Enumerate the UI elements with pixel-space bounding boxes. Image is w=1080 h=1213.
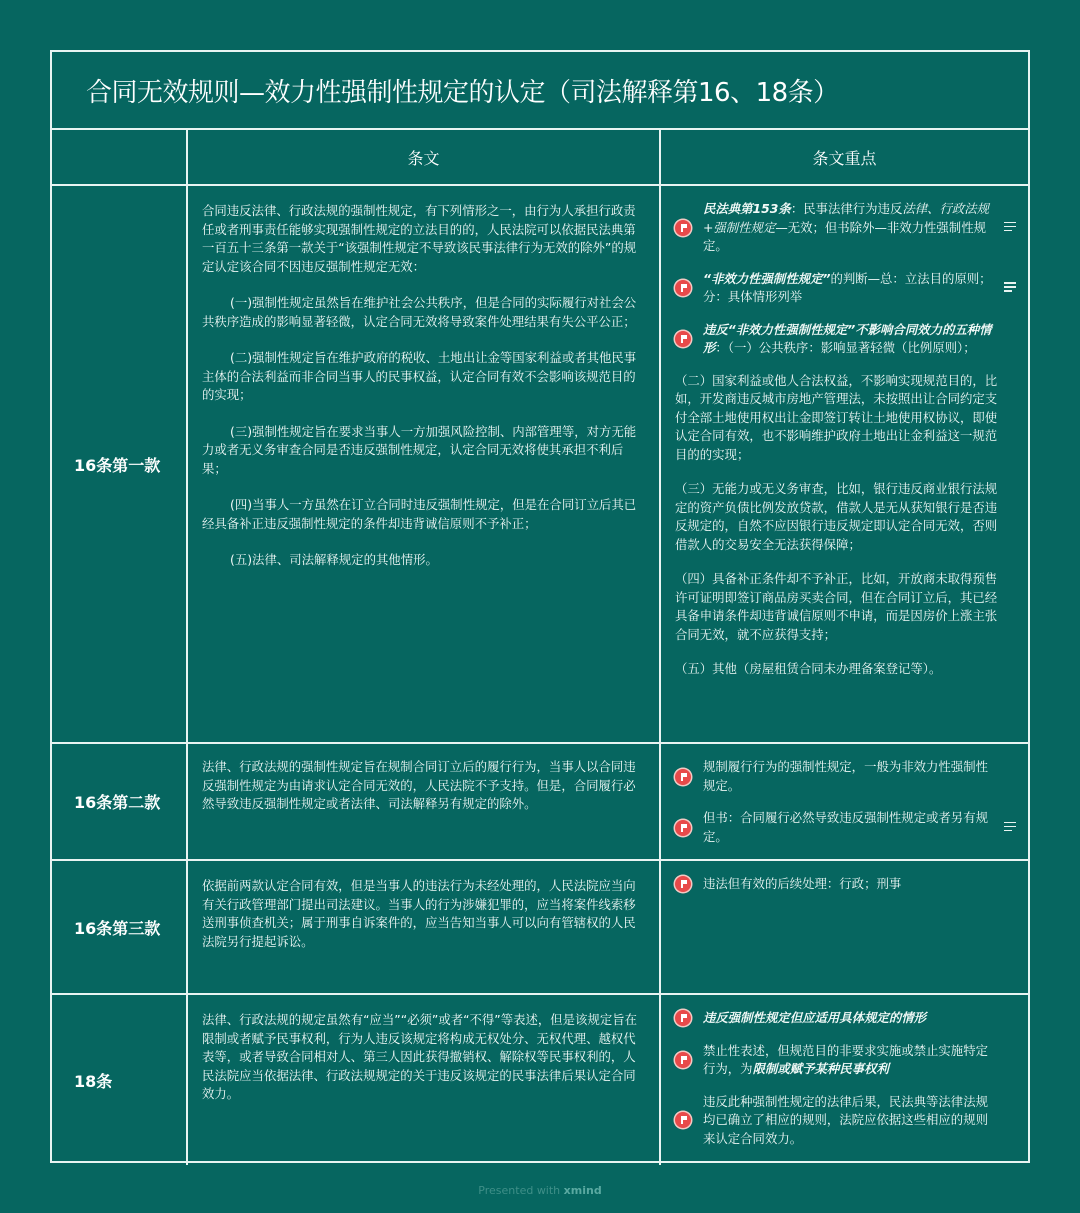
- flag-icon: [675, 1010, 691, 1026]
- table-row: [52, 744, 1028, 861]
- footer-credit: [0, 1184, 1080, 1197]
- law-paragraph: 合同违反法律、行政法规的强制性规定，有下列情形之一，由行为人承担行政责任或者刑事责任能够实现强制性规定的立法目的的，人民法院可以依据民法典第一百五十三条第一款关于“该强制性规定不导致该民事法律行为无效的除外”的规定认定该合同不因违反强制性规定无效：: [202, 203, 637, 274]
- key-point-bold: 限制或赋予某种民事权利: [752, 1061, 889, 1076]
- key-points-cell: [661, 744, 1028, 859]
- key-point-text: ：民事法律行为违反: [790, 201, 903, 216]
- key-point-text: 违法但有效的后续处理：行政；刑事: [703, 876, 902, 891]
- flag-icon: [675, 876, 691, 892]
- key-point-text: 的判断—总：立法目的原则；分：具体情形列举: [703, 270, 992, 304]
- flag-icon: [675, 769, 691, 785]
- law-text-cell: [188, 186, 661, 742]
- row-label: 16条第一款: [74, 455, 161, 475]
- table-frame: [50, 50, 1030, 1163]
- notes-icon[interactable]: [1004, 222, 1016, 234]
- header-col-label: [52, 130, 188, 184]
- key-point[interactable]: [673, 1009, 1020, 1028]
- header-col-law: 条文: [188, 130, 661, 184]
- flag-icon: [675, 331, 691, 347]
- key-point-detail: （五）其他（房屋租赁合同未办理备案登记等）。: [675, 661, 942, 676]
- key-point-text: ：（一）公共秩序：影响显著轻微（比例原则）；: [715, 340, 976, 355]
- key-point[interactable]: [673, 809, 1020, 846]
- row-label: 16条第三款: [74, 918, 161, 938]
- row-label: 18条: [74, 1071, 113, 1091]
- law-paragraph: 依据前两款认定合同有效，但是当事人的违法行为未经处理的，人民法院应当向有关行政管理部门提出司法建议。当事人的行为涉嫌犯罪的，应当将案件线索移送刑事侦查机关；属于刑事自诉案件的，应当告知当事人可以向有管辖权的人民法院另行提起诉讼。: [202, 878, 636, 949]
- law-text-cell: [188, 995, 661, 1165]
- table-row: [52, 995, 1028, 1165]
- row-label-cell: [52, 861, 188, 993]
- key-point-bold: 违反强制性规定但应适用具体规定的情形: [703, 1010, 927, 1025]
- table-row: [52, 861, 1028, 995]
- key-point-text: 规制履行行为的强制性规定，一般为非效力性强制性规定。: [703, 759, 988, 793]
- law-paragraph: 法律、行政法规的强制性规定旨在规制合同订立后的履行行为，当事人以合同违反强制性规定为由请求认定合同无效的，人民法院不予支持。但是，合同履行必然导致违反强制性规定或者法律、司法解释另有规定的除外。: [202, 759, 636, 811]
- key-point-text: 禁止性表述，但规范目的非要求实施或禁止实施特定行为，为: [703, 1042, 988, 1076]
- page-title: 合同无效规则—效力性强制性规定的认定（司法解释第16、18条）: [86, 77, 839, 108]
- key-point-detail: （四）具备补正条件却不予补正，比如，开放商未取得预售许可证明即签订商品房买卖合同，但在合同订立后，其已经具备申请条件却违背诚信原则不申请，而是因房价上涨主张合同无效，就不应获得支持；: [675, 571, 998, 642]
- key-points-cell: [661, 861, 1028, 993]
- flag-icon: [675, 280, 691, 296]
- key-point[interactable]: [673, 1093, 1020, 1149]
- footer-prefix: Presented with: [478, 1184, 564, 1197]
- key-point[interactable]: [673, 758, 1020, 795]
- notes-icon[interactable]: [1004, 822, 1016, 834]
- row-label: 16条第二款: [74, 793, 161, 812]
- key-point-text: 但书：合同履行必然导致违反强制性规定或者另有规定。: [703, 810, 988, 844]
- flag-icon: [675, 820, 691, 836]
- row-label-cell: [52, 744, 188, 859]
- key-point[interactable]: [673, 321, 1020, 358]
- law-paragraph: (一)强制性规定虽然旨在维护社会公共秩序，但是合同的实际履行对社会公共秩序造成的影响显著轻微，认定合同无效将导致案件处理结果有失公平公正；: [202, 295, 637, 329]
- law-paragraph: 法律、行政法规的规定虽然有“应当”“必须”或者“不得”等表述，但是该规定旨在限制或者赋予民事权利，行为人违反该规定将构成无权处分、无权代理、越权代表等，或者导致合同相对人、第三人因此获得撤销权、解除权等民事权利的，人民法院应当依据法律、行政法规规定的关于违反该规定的民事法律后果认定合同效力。: [202, 1012, 638, 1101]
- key-point-bold: “非效力性强制性规定”: [703, 270, 831, 286]
- flag-icon: [675, 1052, 691, 1068]
- notes-icon[interactable]: [1004, 282, 1016, 294]
- key-point-detail: （二）国家利益或他人合法权益，不影响实现规范目的，比如，开发商违反城市房地产管理法，未按照出让合同约定支付全部土地使用权出让金即签订转让土地使用权协议，即使认定合同有效，也不影响维护政府土地出让金利益这一规范目的的实现；: [675, 372, 998, 462]
- key-point[interactable]: [673, 270, 1020, 307]
- flag-icon: [675, 1112, 691, 1128]
- table-header: [52, 130, 1028, 186]
- footer-brand: xmind: [563, 1184, 602, 1197]
- key-point-text: 违反此种强制性规定的法律后果，民法典等法律法规均已确立了相应的规则，法院应依据这些相应的规则来认定合同效力。: [703, 1093, 988, 1146]
- key-points-cell: [661, 186, 1028, 742]
- header-col-key-points: 条文重点: [812, 148, 877, 168]
- law-paragraph: (二)强制性规定旨在维护政府的税收、土地出让金等国家利益或者其他民事主体的合法利益而非合同当事人的民事权益，认定合同有效不会影响该规范目的的实现；: [202, 350, 637, 402]
- key-point-text: —无效；但书除外—非效力性强制性规定。: [703, 219, 986, 253]
- key-point[interactable]: [673, 200, 1020, 256]
- law-paragraph: (三)强制性规定旨在要求当事人一方加强风险控制、内部管理等，对方无能力或者无义务审查合同是否违反强制性规定，认定合同无效将使其承担不利后果；: [202, 423, 637, 476]
- title-row: [52, 52, 1028, 130]
- key-point-detail: （三）无能力或无义务审查，比如，银行违反商业银行法规定的资产负债比例发放贷款，借款人是无从获知银行是否违反规定的，自然不应因银行违反规定即认定合同无效，否则借款人的交易安全无法获得保障；: [675, 481, 998, 552]
- key-points-cell: [661, 995, 1028, 1165]
- table-row: [52, 186, 1028, 744]
- law-text-cell: [188, 744, 661, 859]
- key-point-italic: 法律、行政法规+强制性规定: [703, 201, 990, 235]
- key-point-bold: 违反“非效力性强制性规定”不影响合同效力的五种情形: [703, 321, 992, 355]
- row-label-cell: [52, 995, 188, 1165]
- flag-icon: [675, 220, 691, 236]
- key-point-bold: 民法典第153条: [703, 201, 791, 216]
- law-paragraph: (四)当事人一方虽然在订立合同时违反强制性规定，但是在合同订立后其已经具备补正违反强制性规定的条件却违背诚信原则不予补正；: [202, 497, 637, 531]
- law-text-cell: [188, 861, 661, 993]
- row-label-cell: [52, 186, 188, 742]
- law-paragraph: (五)法律、司法解释规定的其他情形。: [230, 552, 438, 567]
- key-point[interactable]: [673, 875, 1020, 894]
- key-point[interactable]: [673, 1042, 1020, 1079]
